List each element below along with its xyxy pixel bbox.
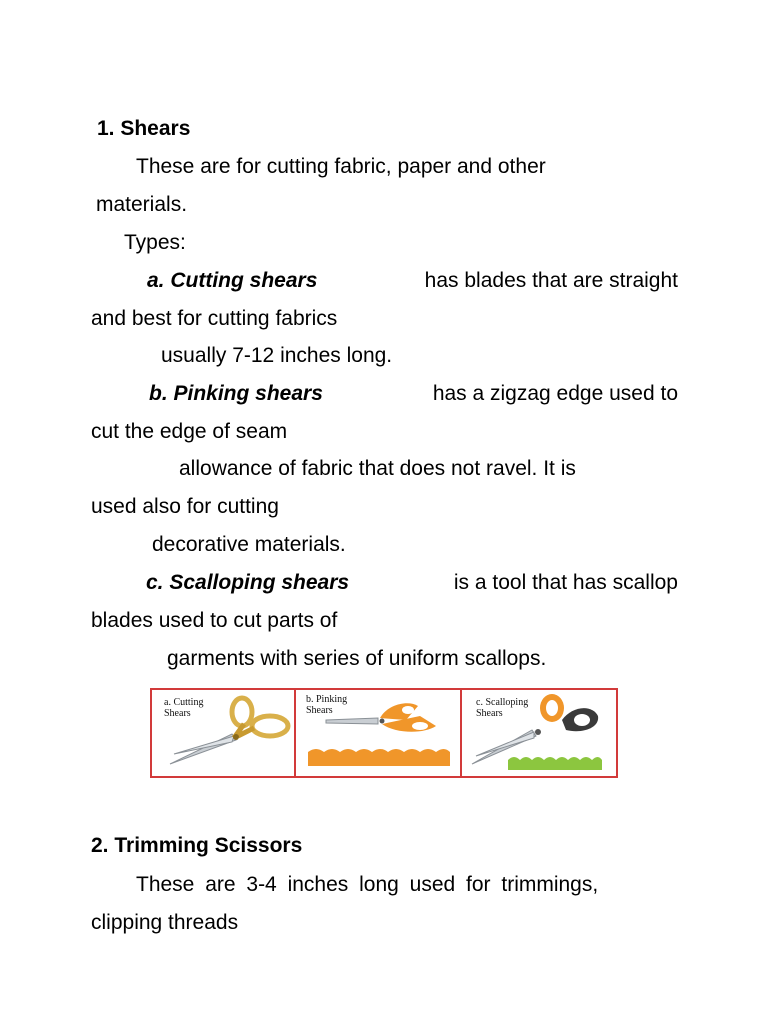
section1-intro-line2: materials. — [96, 193, 188, 216]
type-a-term: a. Cutting shears — [147, 269, 318, 292]
figure-panel-cutting-shears — [152, 690, 296, 776]
type-b-line2: cut the edge of seam — [91, 420, 288, 443]
type-b-line4: used also for cutting — [91, 495, 279, 518]
section1-intro-line1: These are for cutting fabric, paper and other — [136, 155, 546, 178]
shears-figure — [150, 688, 618, 778]
type-a-line1-rest: has blades that are straight — [424, 269, 678, 292]
type-b-line1-rest: has a zigzag edge used to — [432, 382, 678, 405]
section2-line1: These are 3-4 inches long used for trimmings, — [136, 873, 599, 896]
type-b-line5: decorative materials. — [152, 533, 346, 556]
section1-heading: 1. Shears — [97, 117, 191, 140]
types-label: Types: — [124, 231, 186, 254]
type-a-line3: usually 7-12 inches long. — [161, 344, 393, 367]
section2-heading: 2. Trimming Scissors — [91, 834, 303, 857]
type-c-line3: garments with series of uniform scallops. — [167, 647, 547, 670]
caption-scalloping-shears: c. Scalloping Shears — [476, 697, 529, 719]
type-c-line1 — [146, 571, 678, 595]
type-a-line1 — [147, 269, 678, 293]
type-c-line1-rest: is a tool that has scallop — [453, 571, 678, 594]
section2-line2: clipping threads — [91, 911, 239, 934]
type-b-line1 — [149, 382, 678, 406]
type-a-line2: and best for cutting fabrics — [91, 307, 338, 330]
type-b-term: b. Pinking shears — [149, 382, 323, 405]
figure-panel-scalloping-shears — [462, 690, 616, 776]
type-b-line3: allowance of fabric that does not ravel. It is — [179, 457, 576, 480]
type-c-line2: blades used to cut parts of — [91, 609, 338, 632]
caption-cutting-shears: a. Cutting Shears — [164, 697, 204, 719]
caption-pinking-shears: b. Pinking Shears — [306, 694, 348, 716]
figure-panel-pinking-shears — [296, 690, 462, 776]
type-c-term: c. Scalloping shears — [146, 571, 350, 594]
section2-line1-wrap — [136, 873, 678, 897]
